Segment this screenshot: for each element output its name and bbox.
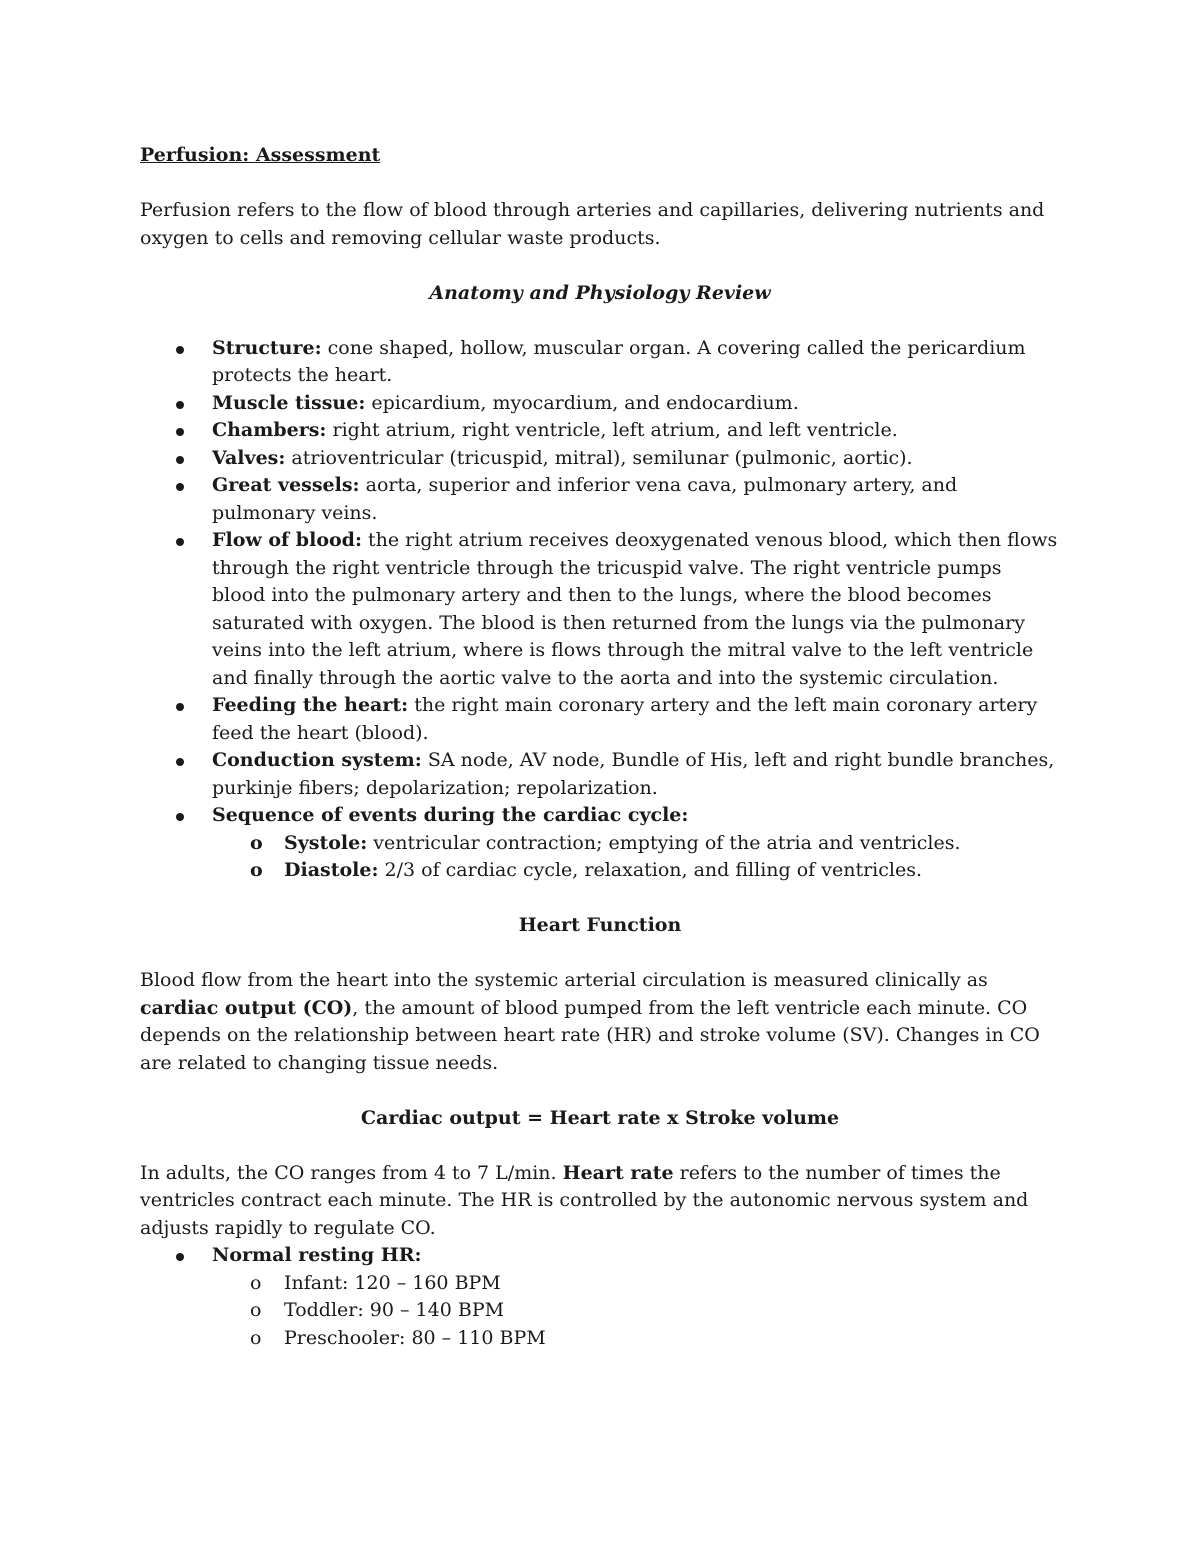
bullet-icon (176, 758, 184, 766)
list-item: o Systole: ventricular contraction; emptying of the atria and ventricles. (212, 830, 1060, 858)
anatomy-list (140, 335, 1060, 885)
heart-rate-list (140, 1242, 1060, 1352)
sub-bullet-icon: o (250, 831, 263, 854)
spacer (140, 170, 1060, 198)
bullet-icon (176, 483, 184, 491)
document-title: Perfusion: Assessment (140, 144, 381, 166)
section-heading-anatomy: Anatomy and Physiology Review (429, 281, 771, 304)
bullet-icon (176, 456, 184, 464)
spacer (140, 307, 1060, 335)
spacer (140, 940, 1060, 968)
spacer (140, 885, 1060, 913)
heart-function-paragraph: Blood flow from the heart into the systemic arterial circulation is measured clinically as cardiac output (CO), the amount of blood pumped from the left ventricle each minute. CO depends on the relationship between heart rate (HR) and stroke volume (SV). Changes in CO are related to changing tissue needs. (140, 969, 1040, 1074)
heart-rate-paragraph: In adults, the CO ranges from 4 to 7 L/min. Heart rate refers to the number of times the ventricles contract each minute. The HR is controlled by the autonomic nervous system and adjusts rapidly to regulate CO. (140, 1161, 1029, 1239)
bullet-icon (176, 346, 184, 354)
list-item: Muscle tissue: epicardium, myocardium, and endocardium. (140, 390, 1060, 418)
sub-bullet-icon: o (250, 859, 263, 881)
bullet-icon (176, 401, 184, 409)
sub-bullet-icon: o (250, 1326, 262, 1349)
list-item: o Toddler: 90 – 140 BPM (212, 1297, 1060, 1325)
spacer (140, 1077, 1060, 1105)
bullet-icon (176, 538, 184, 546)
list-item: Conduction system: SA node, AV node, Bundle of His, left and right bundle branches, purkinje fibers; depolarization; repolarization. (140, 747, 1060, 802)
bullet-icon (176, 1253, 184, 1261)
spacer (140, 252, 1060, 280)
list-item: Valves: atrioventricular (tricuspid, mitral), semilunar (pulmonic, aortic). (140, 445, 1060, 473)
sub-bullet-icon: o (250, 1271, 262, 1294)
intro-paragraph: Perfusion refers to the flow of blood through arteries and capillaries, delivering nutrients and oxygen to cells and removing cellular waste products. (140, 199, 1045, 249)
list-item: Feeding the heart: the right main coronary artery and the left main coronary artery feed the heart (blood). (140, 692, 1060, 747)
list-item: o Infant: 120 – 160 BPM (212, 1270, 1060, 1298)
bullet-icon (176, 703, 184, 711)
list-item: Normal resting HR: o Infant: 120 – 160 BPM o Toddler: 90 – 140 BPM o Preschooler: 80 – 110 BPM (140, 1242, 1060, 1352)
list-item: Chambers: right atrium, right ventricle, left atrium, and left ventricle. (140, 417, 1060, 445)
spacer (140, 1132, 1060, 1160)
bullet-icon (176, 813, 184, 821)
heart-rate-sublist (212, 1270, 1060, 1353)
list-item: Flow of blood: the right atrium receives deoxygenated venous blood, which then flows through the right ventricle through the tricuspid valve. The right ventricle pumps blood into the pulmonary artery and then to the lungs, where the blood becomes saturated with oxygen. The blood is then returned from the lungs via the pulmonary veins into the left atrium, where is flows through the mitral valve to the left ventricle and finally through the aortic valve to the aorta and into the systemic circulation. (140, 527, 1060, 692)
bullet-icon (176, 428, 184, 436)
list-item: o Diastole: 2/3 of cardiac cycle, relaxation, and filling of ventricles. (212, 857, 1060, 885)
list-item: Structure: cone shaped, hollow, muscular organ. A covering called the pericardium protects the heart. (140, 335, 1060, 390)
cardiac-output-formula: Cardiac output = Heart rate x Stroke volume (360, 1106, 840, 1129)
sub-bullet-icon: o (250, 1299, 262, 1321)
list-item: o Preschooler: 80 – 110 BPM (212, 1325, 1060, 1353)
list-item: Sequence of events during the cardiac cycle: o Systole: ventricular contraction; emptying of the atria and ventricles. o Diastole: 2/3 of cardiac cycle, relaxation, and filling of ventricles. (140, 802, 1060, 885)
section-heading-heart-function: Heart Function (518, 914, 682, 936)
list-item: Great vessels: aorta, superior and inferior vena cava, pulmonary artery, and pulmonary veins. (140, 472, 1060, 527)
cardiac-cycle-sublist (212, 830, 1060, 885)
